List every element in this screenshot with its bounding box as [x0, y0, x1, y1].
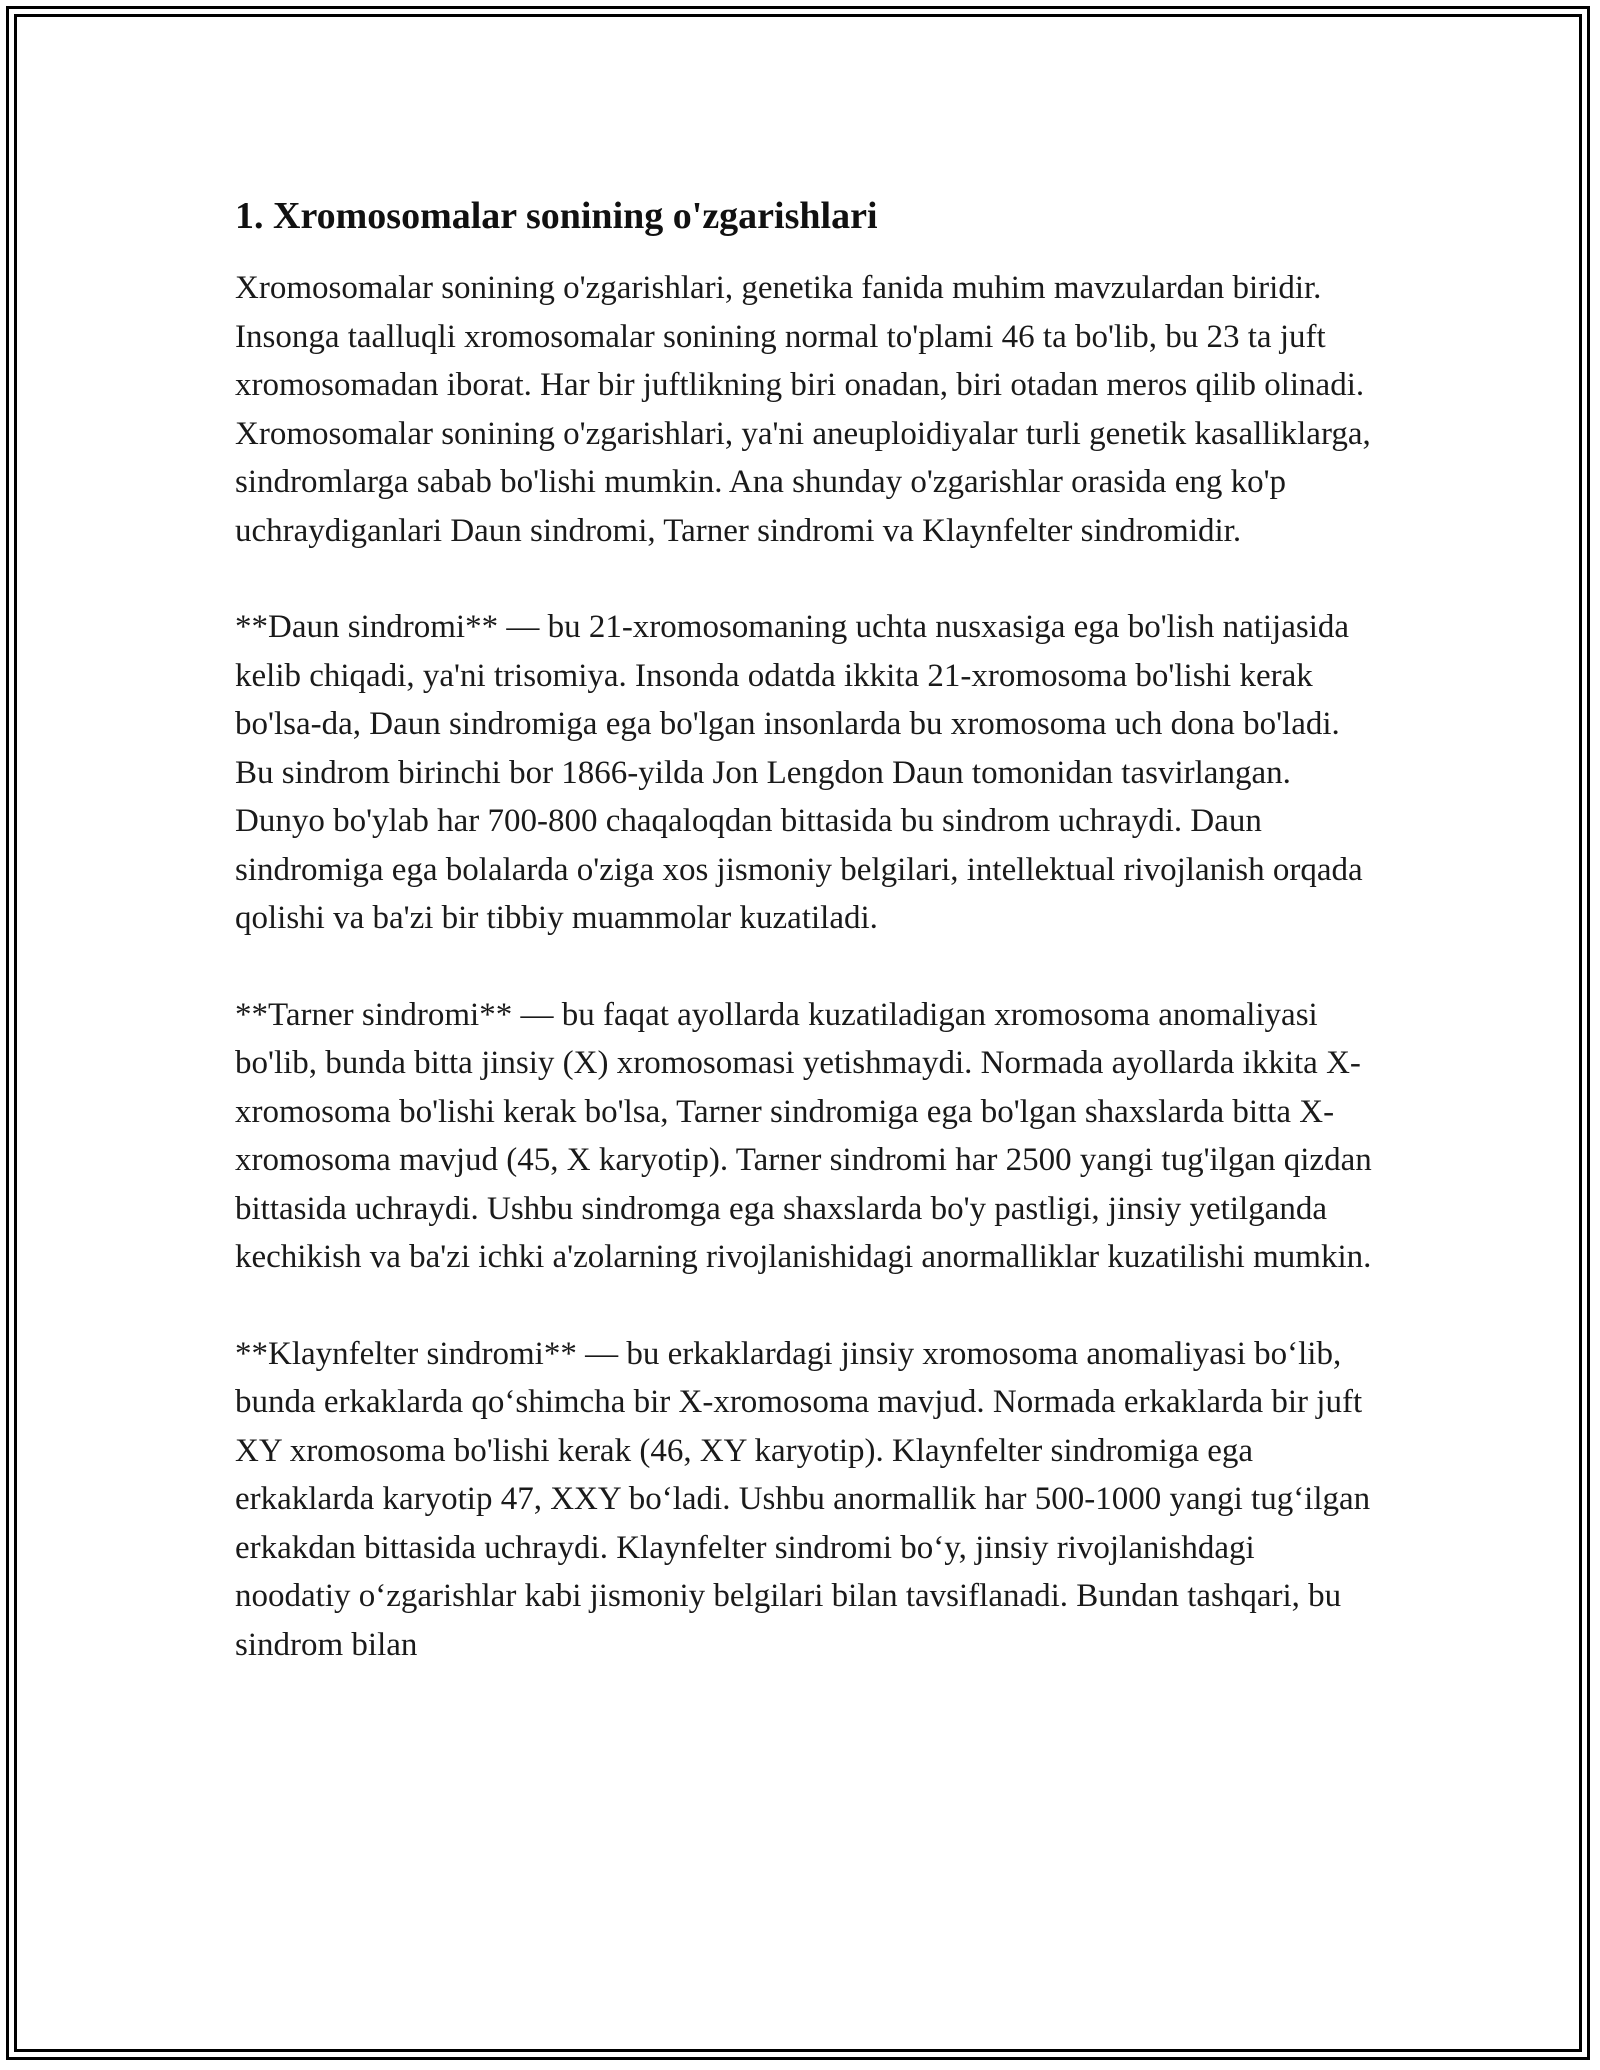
paragraph-klaynfelter-syndrome: **Klaynfelter sindromi** — bu erkaklardagi jinsiy xromosoma anomaliyasi boʻlib, bunda erkaklarda qoʻshimcha bir X-xromosoma mavjud. Normada erkaklarda bir juft XY xromosoma bo'lishi kerak (46, XY karyotip). Klaynfelter sindromiga ega erkaklarda karyotip 47, XXY boʻladi. Ushbu anormallik har 500-1000 yangi tugʻilgan erkakdan bittasida uchraydi. Klaynfelter sindromi boʻy, jinsiy rivojlanishdagi noodatiy oʻzgarishlar kabi jismoniy belgilari bilan tavsiflanadi. Bundan tashqari, bu sindrom bilan	[235, 1335, 1371, 1663]
paragraph-daun-syndrome: **Daun sindromi** — bu 21-xromosomaning uchta nusxasiga ega bo'lish natijasida kelib chiqadi, ya'ni trisomiya. Insonda odatda ikkita 21-xromosoma bo'lishi kerak bo'lsa-da, Daun sindromiga ega bo'lgan insonlarda bu xromosoma uch dona bo'ladi. Bu sindrom birinchi bor 1866-yilda Jon Lengdon Daun tomonidan tasvirlangan. Dunyo bo'ylab har 700-800 chaqaloqdan bittasida bu sindrom uchraydi. Daun sindromiga ega bolalarda o'ziga xos jismoniy belgilari, intellektual rivojlanish orqada qolishi va ba'zi bir tibbiy muammolar kuzatiladi.	[235, 609, 1363, 936]
section-heading: 1. Xromosomalar sonining o'zgarishlari	[235, 195, 878, 237]
paragraph-intro: Xromosomalar sonining o'zgarishlari, genetika fanida muhim mavzulardan biridir. Insonga taalluqli xromosomalar sonining normal to'plami 46 ta bo'lib, bu 23 ta juft xromosomadan iborat. Har bir juftlikning biri onadan, biri otadan meros qilib olinadi. Xromosomalar sonining o'zgarishlari, ya'ni aneuploidiyalar turli genetik kasalliklarga, sindromlarga sabab bo'lishi mumkin. Ana shunday o'zgarishlar orasida eng ko'p uchraydiganlari Daun sindromi, Tarner sindromi va Klaynfelter sindromidir.	[235, 270, 1371, 549]
document-body	[235, 186, 1375, 1717]
paragraph-tarner-syndrome: **Tarner sindromi** — bu faqat ayollarda kuzatiladigan xromosoma anomaliyasi bo'lib, bunda bitta jinsiy (X) xromosomasi yetishmaydi. Normada ayollarda ikkita X-xromosoma bo'lishi kerak bo'lsa, Tarner sindromiga ega bo'lgan shaxslarda bitta X-xromosoma mavjud (45, X karyotip). Tarner sindromi har 2500 yangi tug'ilgan qizdan bittasida uchraydi. Ushbu sindromga ega shaxslarda bo'y pastligi, jinsiy yetilganda kechikish va ba'zi ichki a'zolarning rivojlanishidagi anormalliklar kuzatilishi mumkin.	[235, 996, 1372, 1275]
